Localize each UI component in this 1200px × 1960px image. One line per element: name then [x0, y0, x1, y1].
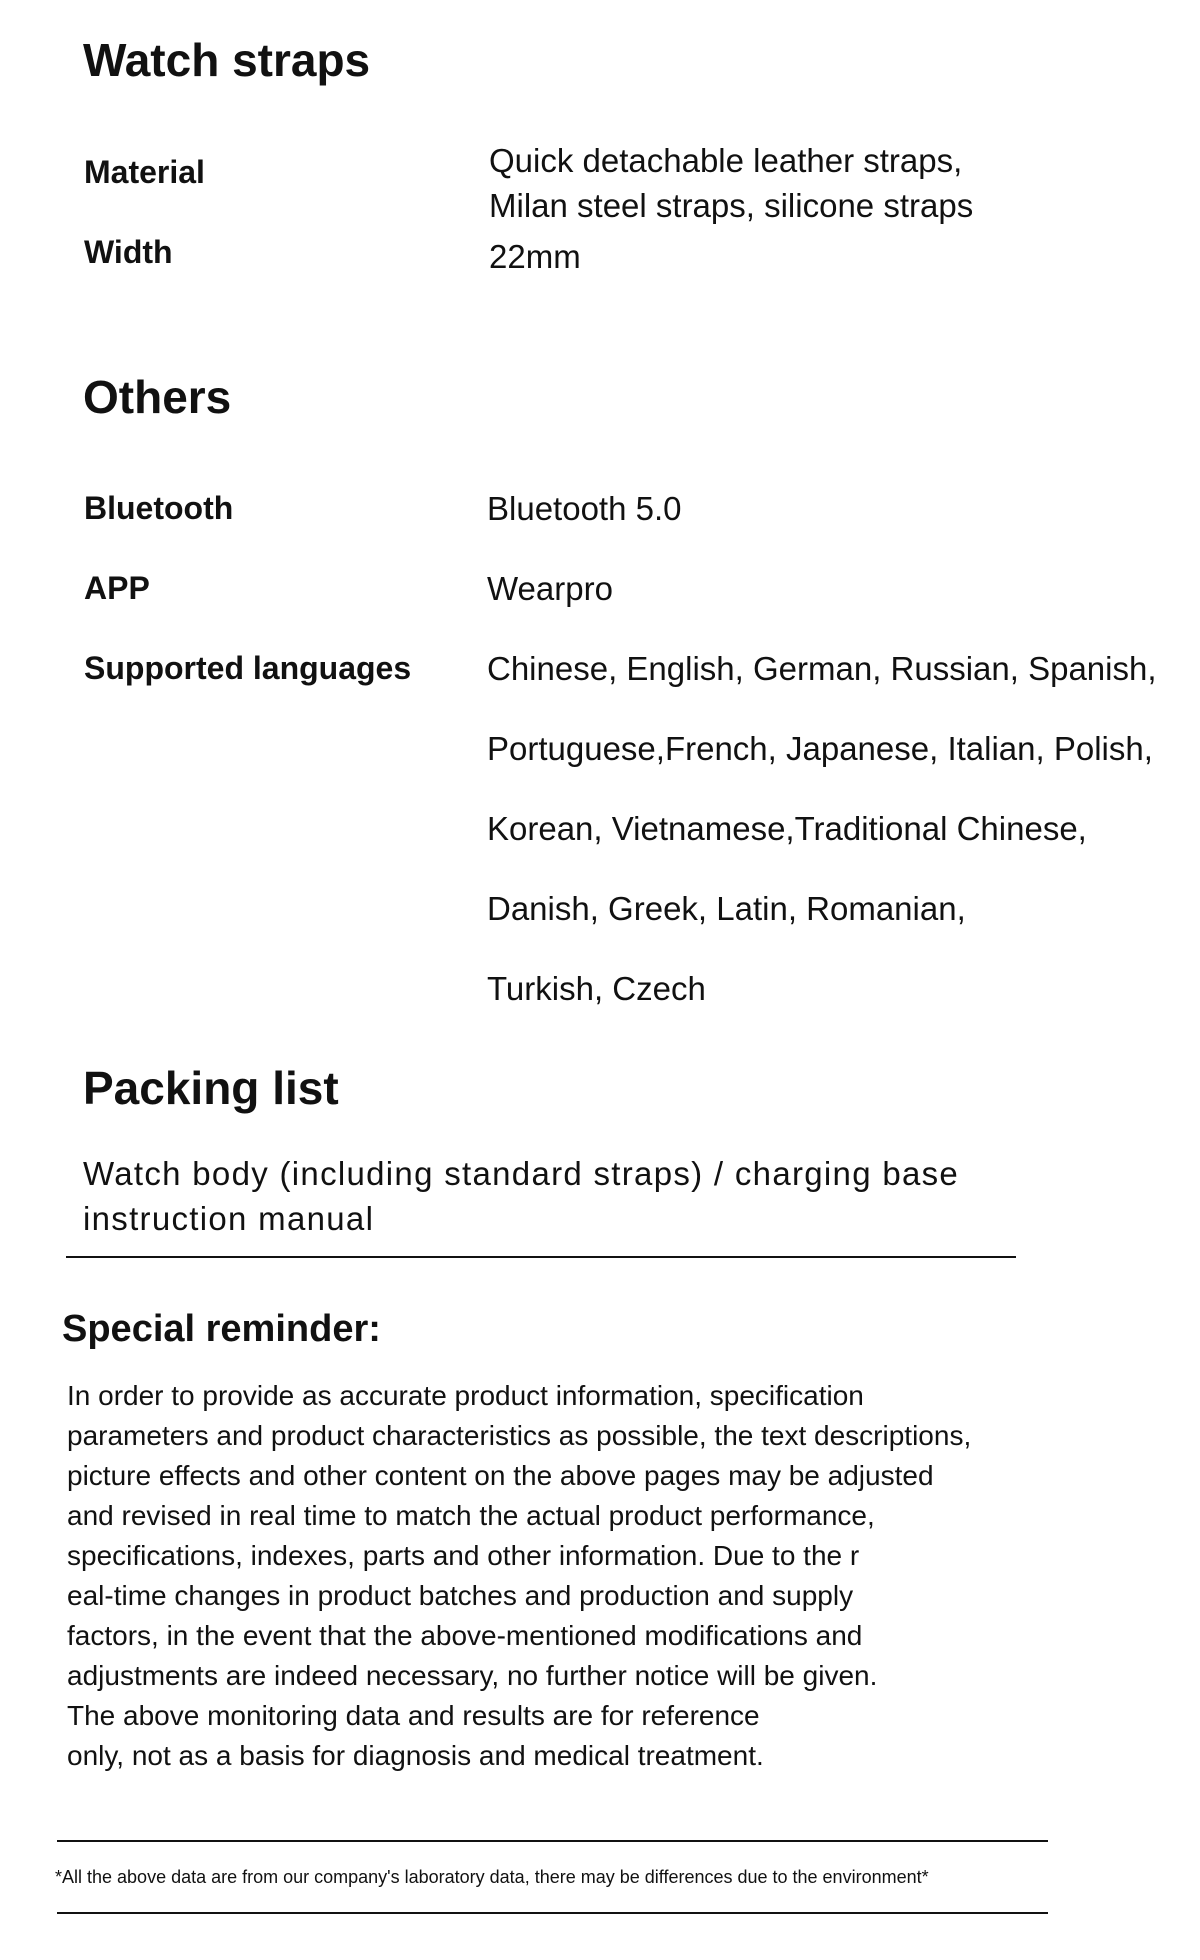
languages-line: Korean, Vietnamese,Traditional Chinese,	[487, 810, 1087, 847]
packing-list-heading: Packing list	[83, 1062, 339, 1114]
bluetooth-value: Bluetooth 5.0	[487, 490, 682, 527]
packing-list-line2: instruction manual	[83, 1200, 375, 1237]
languages-line: Portuguese,French, Japanese, Italian, Polish,	[487, 730, 1153, 767]
languages-line: Danish, Greek, Latin, Romanian,	[487, 890, 966, 927]
languages-line: Turkish, Czech	[487, 970, 706, 1007]
width-label: Width	[84, 234, 173, 270]
divider	[57, 1912, 1048, 1914]
material-label: Material	[84, 154, 205, 190]
reminder-line: adjustments are indeed necessary, no further notice will be given.	[67, 1660, 878, 1691]
divider	[57, 1840, 1048, 1842]
special-reminder-heading: Special reminder:	[62, 1308, 381, 1350]
packing-list-line1: Watch body (including standard straps) / charging base	[83, 1155, 960, 1192]
material-value-line1: Quick detachable leather straps,	[489, 142, 963, 179]
reminder-line: only, not as a basis for diagnosis and medical treatment.	[67, 1740, 764, 1771]
watch-straps-heading: Watch straps	[83, 34, 371, 86]
reminder-line: The above monitoring data and results are for reference	[67, 1700, 760, 1731]
app-value: Wearpro	[487, 570, 613, 607]
languages-line: Chinese, English, German, Russian, Spanish,	[487, 650, 1157, 687]
reminder-line: and revised in real time to match the actual product performance,	[67, 1500, 875, 1531]
reminder-line: factors, in the event that the above-mentioned modifications and	[67, 1620, 863, 1651]
reminder-line: specifications, indexes, parts and other information. Due to the r	[67, 1540, 860, 1571]
others-heading: Others	[83, 371, 232, 423]
reminder-line: eal-time changes in product batches and production and supply	[67, 1580, 854, 1611]
reminder-line: picture effects and other content on the above pages may be adjusted	[67, 1460, 934, 1491]
footnote: *All the above data are from our company's laboratory data, there may be differences due to the environment*	[55, 1867, 929, 1887]
reminder-line: parameters and product characteristics as possible, the text descriptions,	[67, 1420, 972, 1451]
bluetooth-label: Bluetooth	[84, 490, 234, 526]
supported-languages-label: Supported languages	[84, 650, 412, 686]
material-value-line2: Milan steel straps, silicone straps	[489, 187, 974, 224]
reminder-line: In order to provide as accurate product information, specification	[67, 1380, 864, 1411]
divider	[66, 1256, 1016, 1258]
app-label: APP	[84, 570, 150, 606]
width-value: 22mm	[489, 238, 581, 275]
